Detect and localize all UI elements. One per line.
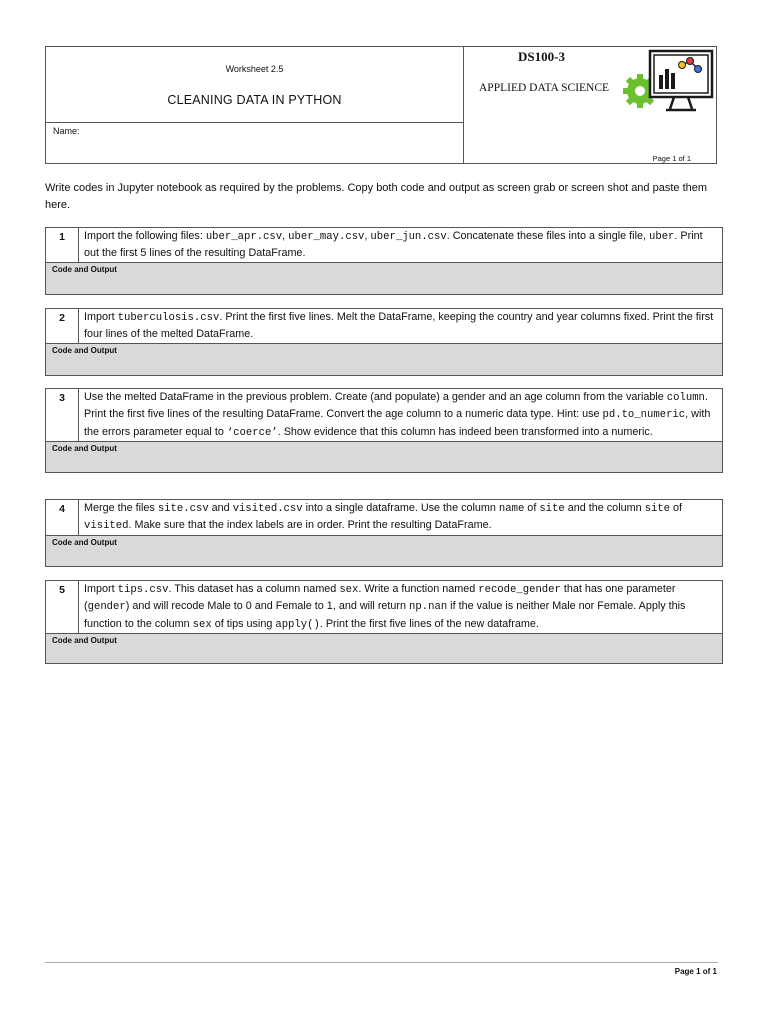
code-term: uber_jun.csv (370, 231, 447, 243)
name-label: Name: (53, 126, 80, 136)
code-term: ‘coerce’ (226, 426, 278, 439)
question-box-2 (45, 308, 723, 376)
question-text-part: . Print the first five lines of the new dataframe. (319, 617, 539, 630)
question-text-part: and (208, 502, 233, 514)
question-text-part: Import the following files: (84, 230, 206, 242)
code-term: sex (192, 618, 212, 631)
code-term: tips.csv (117, 584, 169, 596)
question-text-part: . Print out the first 5 lines of the resulting DataFrame. (84, 230, 703, 260)
question-number: 5 (46, 581, 79, 633)
course-name: APPLIED DATA SCIENCE (479, 82, 610, 94)
course-cell (464, 47, 717, 164)
code-output-area (46, 442, 722, 472)
question-text-part: of tips using (211, 617, 276, 630)
question-row (46, 500, 722, 536)
question-text-part: . Print the first five lines of the resulting DataFrame. Convert the age column to a numeric data type. Hint: use (84, 391, 708, 421)
question-row (46, 389, 722, 442)
worksheet-header (45, 46, 717, 164)
question-number: 2 (46, 309, 79, 343)
code-output-label: Code and Output (52, 537, 117, 547)
code-term: visited.csv (232, 503, 303, 515)
code-term: recode_gender (478, 584, 561, 596)
code-term: tuberculosis.csv (117, 312, 220, 324)
code-term: site.csv (157, 503, 209, 515)
question-text-part: Merge the files (84, 502, 158, 514)
question-box-4 (45, 499, 723, 567)
code-term: site (539, 503, 565, 515)
question-text-part: . This dataset has a column named (168, 583, 340, 595)
question-text-part: Import (84, 583, 118, 595)
code-term: np.nan (409, 601, 448, 614)
question-text (79, 309, 722, 343)
question-text-part: . Concatenate these files into a single file, (446, 230, 649, 242)
question-text-part: . Show evidence that this column has indeed been transformed into a numeric. (277, 425, 653, 438)
question-text-part: , with the errors parameter equal to (84, 408, 711, 438)
question-box-5 (45, 580, 723, 664)
question-text-part: , (364, 230, 371, 242)
question-number: 4 (46, 500, 79, 535)
code-output-label: Code and Output (52, 264, 117, 274)
code-term: gender (87, 601, 126, 614)
question-box-3 (45, 388, 723, 473)
code-term: name (498, 503, 525, 515)
name-cell (46, 123, 464, 164)
code-output-area (46, 263, 722, 294)
code-output-area (46, 536, 722, 566)
question-text-part: . Make sure that the index labels are in order. Print the resulting DataFrame. (128, 519, 492, 532)
question-text-part: and the column (564, 502, 645, 514)
code-output-label: Code and Output (52, 636, 117, 646)
course-code: DS100-3 (518, 49, 565, 64)
question-text-part: if the value is neither Male nor Female. Apply this function to the column (84, 600, 686, 630)
worksheet-title: CLEANING DATA IN PYTHON (167, 93, 342, 107)
code-term: apply() (275, 618, 320, 631)
code-output-label: Code and Output (52, 345, 117, 355)
footer-page-number: Page 1 of 1 (674, 967, 717, 976)
worksheet-number: Worksheet 2.5 (225, 64, 284, 74)
code-term: uber_may.csv (288, 231, 365, 243)
question-text-part: . Write a function named (358, 583, 479, 595)
question-row (46, 309, 722, 344)
question-text-part: of (670, 502, 683, 514)
code-term: pd.to_numeric (602, 409, 686, 422)
header-page-number: Page 1 of 1 (652, 154, 691, 163)
question-text (79, 228, 722, 262)
question-text-part: ) and will recode Male to 0 and Female to 1, and will return (125, 600, 410, 613)
question-text (79, 500, 722, 535)
question-row (46, 581, 722, 634)
code-term: uber (648, 231, 675, 243)
question-text-part: , (282, 230, 289, 242)
question-text (79, 581, 722, 633)
question-text-part: into a single dataframe. Use the column (302, 502, 499, 514)
code-term: visited (84, 520, 129, 533)
question-text (79, 389, 722, 441)
footer-divider (45, 962, 718, 963)
code-output-area (46, 634, 722, 663)
code-output-area (46, 344, 722, 375)
code-term: sex (339, 584, 359, 596)
question-text-part: . Print the first five lines. Melt the DataFrame, keeping the country and year columns fixed. Print the first four lines of the melted DataFrame. (84, 311, 714, 341)
question-text-part: of (524, 502, 540, 514)
question-number: 3 (46, 389, 79, 441)
question-number: 1 (46, 228, 79, 262)
code-output-label: Code and Output (52, 444, 117, 454)
code-term: uber_apr.csv (205, 231, 283, 243)
worksheet-title-cell (46, 47, 464, 123)
instructions-text: Write codes in Jupyter notebook as required by the problems. Copy both code and output as screen grab or screen shot and paste them here. (45, 182, 708, 211)
code-term: site (644, 503, 671, 515)
question-text-part: Use the melted DataFrame in the previous problem. Create (and populate) a gender and an age column from the variable (84, 391, 667, 403)
code-term: column (666, 392, 705, 404)
question-text-part: Import (84, 311, 118, 323)
question-text-part: that has one parameter ( (84, 583, 676, 613)
data-science-monitor-gear-icon (618, 47, 718, 117)
question-box-1 (45, 227, 723, 295)
question-row (46, 228, 722, 263)
